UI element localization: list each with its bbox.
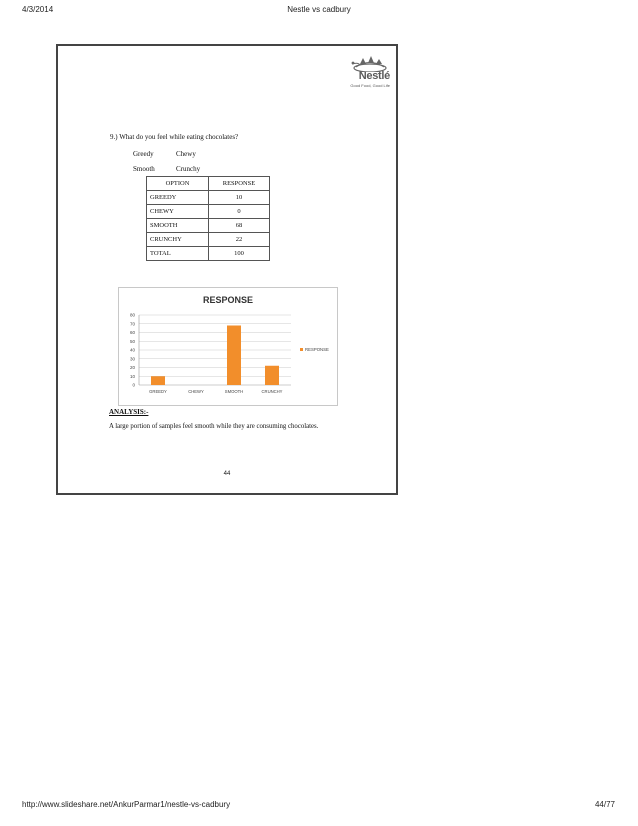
y-tick-label: 70 <box>129 321 135 327</box>
bar <box>265 366 279 385</box>
option-smooth: Smooth <box>133 165 155 173</box>
x-tick-label: CHEWY <box>188 389 204 394</box>
table-header-option: OPTION <box>147 177 209 191</box>
slide-page-number: 44 <box>223 471 231 477</box>
analysis-heading: ANALYSIS:- <box>109 408 149 416</box>
chart-title: RESPONSE <box>202 295 254 305</box>
table-row <box>147 219 270 233</box>
response-chart <box>118 287 338 406</box>
analysis-text: A large portion of samples feel smooth while they are consuming chocolates. <box>109 423 319 430</box>
table-row <box>147 205 270 219</box>
x-tick-label: CRUNCHY <box>261 389 283 394</box>
table-cell-option: SMOOTH <box>147 219 209 233</box>
table-cell-option: CRUNCHY <box>147 233 209 247</box>
bird-nest-icon <box>350 52 390 72</box>
y-tick-label: 20 <box>129 365 135 371</box>
x-tick-label: GREEDY <box>149 389 167 394</box>
table-cell-response: 0 <box>209 205 270 219</box>
footer-page-count: 44/77 <box>594 800 615 809</box>
option-chewy: Chewy <box>176 150 196 158</box>
y-tick-label: 10 <box>129 373 135 379</box>
y-tick-label: 40 <box>129 347 135 353</box>
y-tick-label: 50 <box>129 338 135 344</box>
y-tick-label: 80 <box>129 312 135 318</box>
table-cell-option: CHEWY <box>147 205 209 219</box>
header-title: Nestle vs cadbury <box>287 5 351 14</box>
bar <box>151 376 165 385</box>
nestle-logo <box>332 52 390 88</box>
table-cell-response: 100 <box>209 247 270 261</box>
footer-url[interactable]: http://www.slideshare.net/AnkurParmar1/nestle-vs-cadbury <box>22 800 231 809</box>
option-crunchy: Crunchy <box>176 165 201 173</box>
legend-swatch <box>300 348 303 351</box>
table-cell-response: 22 <box>209 233 270 247</box>
document-page <box>56 44 398 495</box>
y-tick-label: 60 <box>129 330 135 336</box>
bar <box>227 326 241 386</box>
header-date: 4/3/2014 <box>22 5 54 14</box>
table-cell-response: 10 <box>209 191 270 205</box>
y-tick-label: 30 <box>129 356 135 362</box>
table-row <box>147 233 270 247</box>
y-tick-label: 0 <box>132 382 135 388</box>
table-header-response: RESPONSE <box>209 177 270 191</box>
logo-wordmark: Nestlé <box>358 70 390 82</box>
table-row <box>147 247 270 261</box>
table-cell-option: TOTAL <box>147 247 209 261</box>
legend-label: RESPONSE <box>305 347 329 352</box>
chart-svg <box>119 288 337 405</box>
table-cell-response: 68 <box>209 219 270 233</box>
x-tick-label: SMOOTH <box>224 389 244 394</box>
option-greedy: Greedy <box>133 150 154 158</box>
logo-tagline: Good Food, Good Life <box>350 83 390 88</box>
response-table <box>146 176 270 261</box>
table-row <box>147 191 270 205</box>
table-header-row <box>147 177 270 191</box>
question-text: 9.) What do you feel while eating chocolates? <box>110 133 239 141</box>
table-cell-option: GREEDY <box>147 191 209 205</box>
